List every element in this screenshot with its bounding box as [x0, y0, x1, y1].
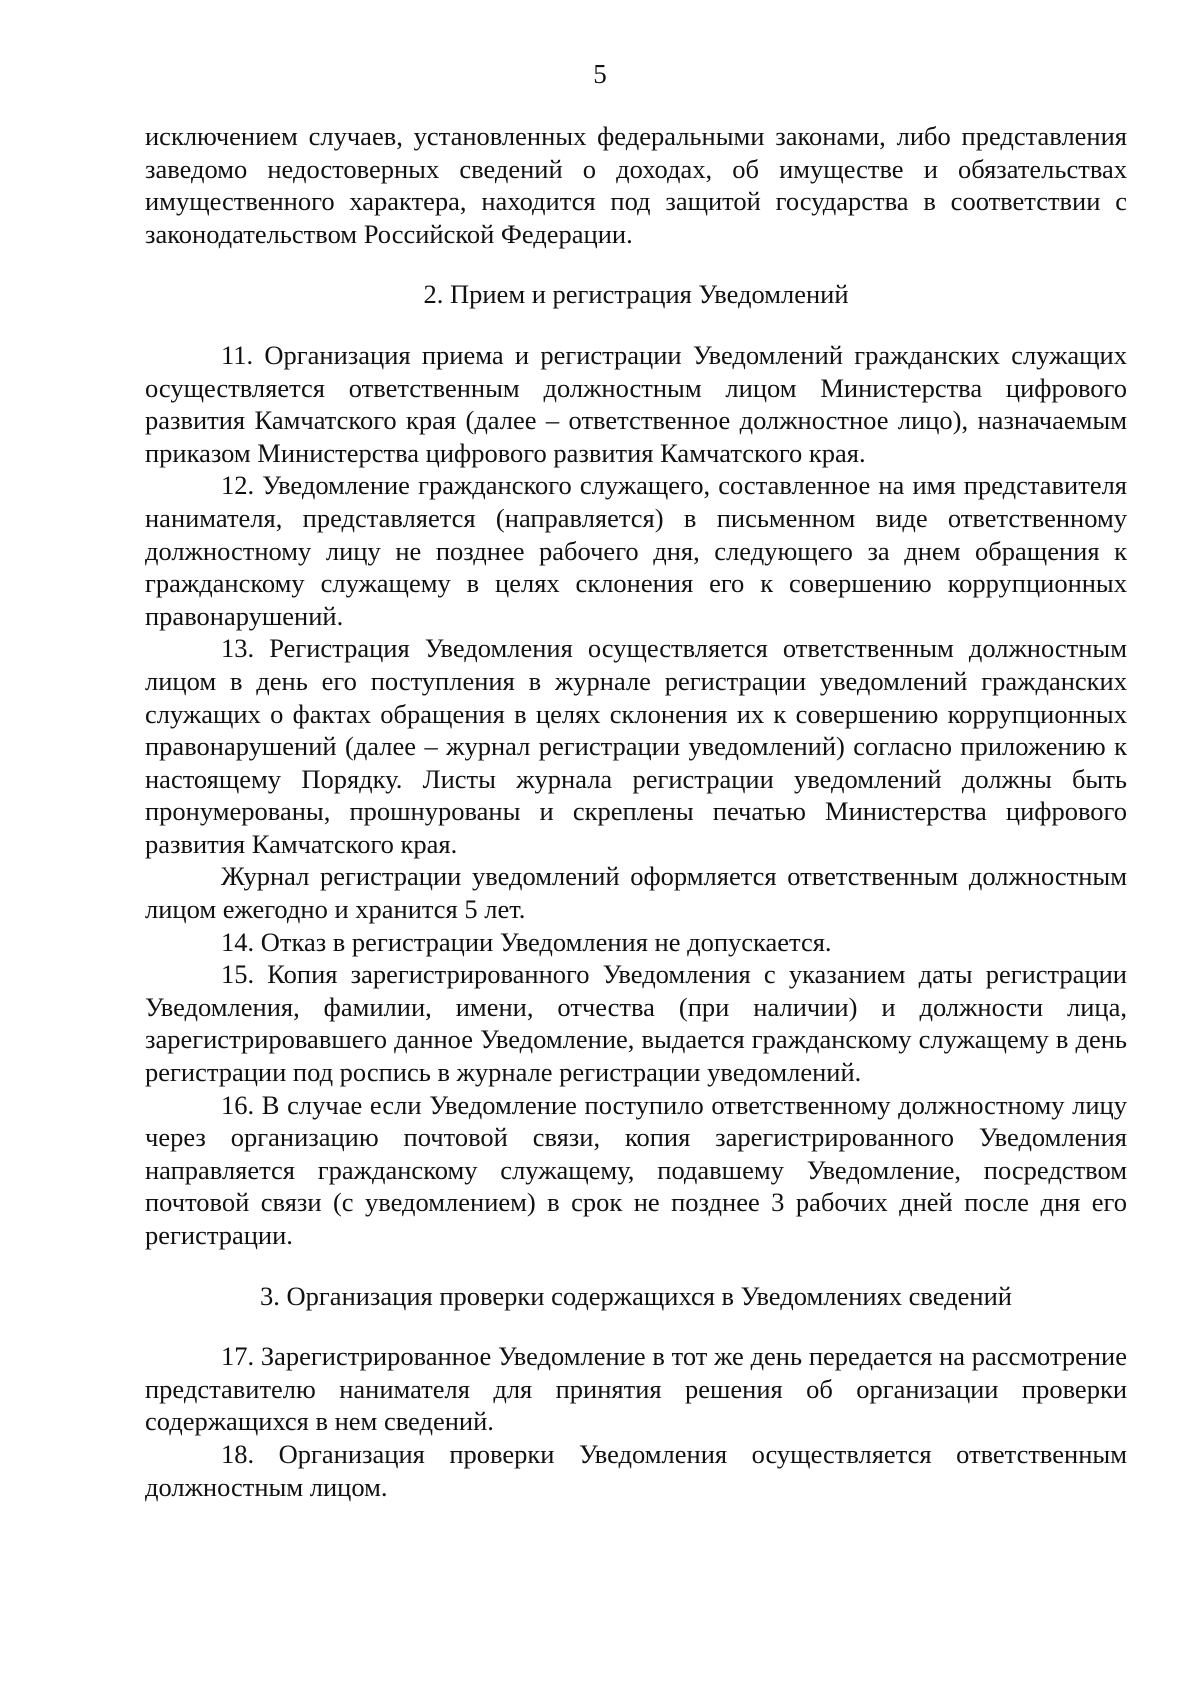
paragraph-13-journal: Журнал регистрации уведомлений оформляется ответственным должностным лицом ежегодно и хранится 5 лет.	[145, 861, 1127, 925]
section-heading-3: 3. Организация проверки содержащихся в Уведомлениях сведений	[260, 1280, 1012, 1311]
paragraph-17: 17. Зарегистрированное Уведомление в тот же день передается на рассмотрение представителю нанимателя для принятия решения об организации проверки содержащихся в нем сведений.	[145, 1341, 1127, 1437]
spacer	[145, 250, 1127, 278]
spacer	[145, 311, 1127, 339]
page-number: 5	[593, 59, 607, 89]
paragraph-continuation: исключением случаев, установленных федеральными законами, либо представления заведомо недостоверных сведений о доходах, об имуществе и обязательствах имущественного характера, находится под защитой государства в соответствии с законодательством Российской Федерации.	[145, 121, 1127, 249]
section-heading-2: 2. Прием и регистрация Уведомлений	[423, 279, 849, 310]
paragraph-16: 16. В случае если Уведомление поступило ответственному должностному лицу через организацию почтовой связи, копия зарегистрированного Уведомления направляется гражданскому служащему, подавшему Уведомление, посредством почтовой связи (с уведомлением) в срок не позднее 3 рабочих дней после дня его регистрации.	[145, 1089, 1127, 1250]
paragraph-12: 12. Уведомление гражданского служащего, составленное на имя представителя нанимателя, представляется (направляется) в письменном виде ответственному должностному лицу не позднее рабочего дня, следующего за днем обращения к гражданскому служащему в целях склонения его к совершению коррупционных правонарушений.	[145, 470, 1127, 631]
document-body	[145, 120, 1127, 1503]
paragraph-11: 11. Организация приема и регистрации Уведомлений гражданских служащих осуществляется ответственным должностным лицом Министерства цифрового развития Камчатского края (далее – ответственное должностное лицо), назначаемым приказом Министерства цифрового развития Камчатского края.	[145, 339, 1127, 468]
paragraph-14: 14. Отказ в регистрации Уведомления не допускается.	[221, 926, 832, 957]
paragraph-18: 18. Организация проверки Уведомления осуществляется ответственным должностным лицом.	[145, 1438, 1127, 1502]
spacer	[145, 1252, 1127, 1280]
spacer	[145, 1312, 1127, 1340]
paragraph-15: 15. Копия зарегистрированного Уведомления с указанием даты регистрации Уведомления, фамилии, имени, отчества (при наличии) и должности лица, зарегистрировавшего данное Уведомление, выдается гражданскому служащему в день регистрации под роспись в журнале регистрации уведомлений.	[145, 959, 1127, 1088]
paragraph-13: 13. Регистрация Уведомления осуществляется ответственным должностным лицом в день его поступления в журнале регистрации уведомлений гражданских служащих о фактах обращения в целях склонения их к совершению коррупционных правонарушений (далее – журнал регистрации уведомлений) согласно приложению к настоящему Порядку. Листы журнала регистрации уведомлений должны быть пронумерованы, прошнурованы и скреплены печатью Министерства цифрового развития Камчатского края.	[145, 633, 1127, 859]
